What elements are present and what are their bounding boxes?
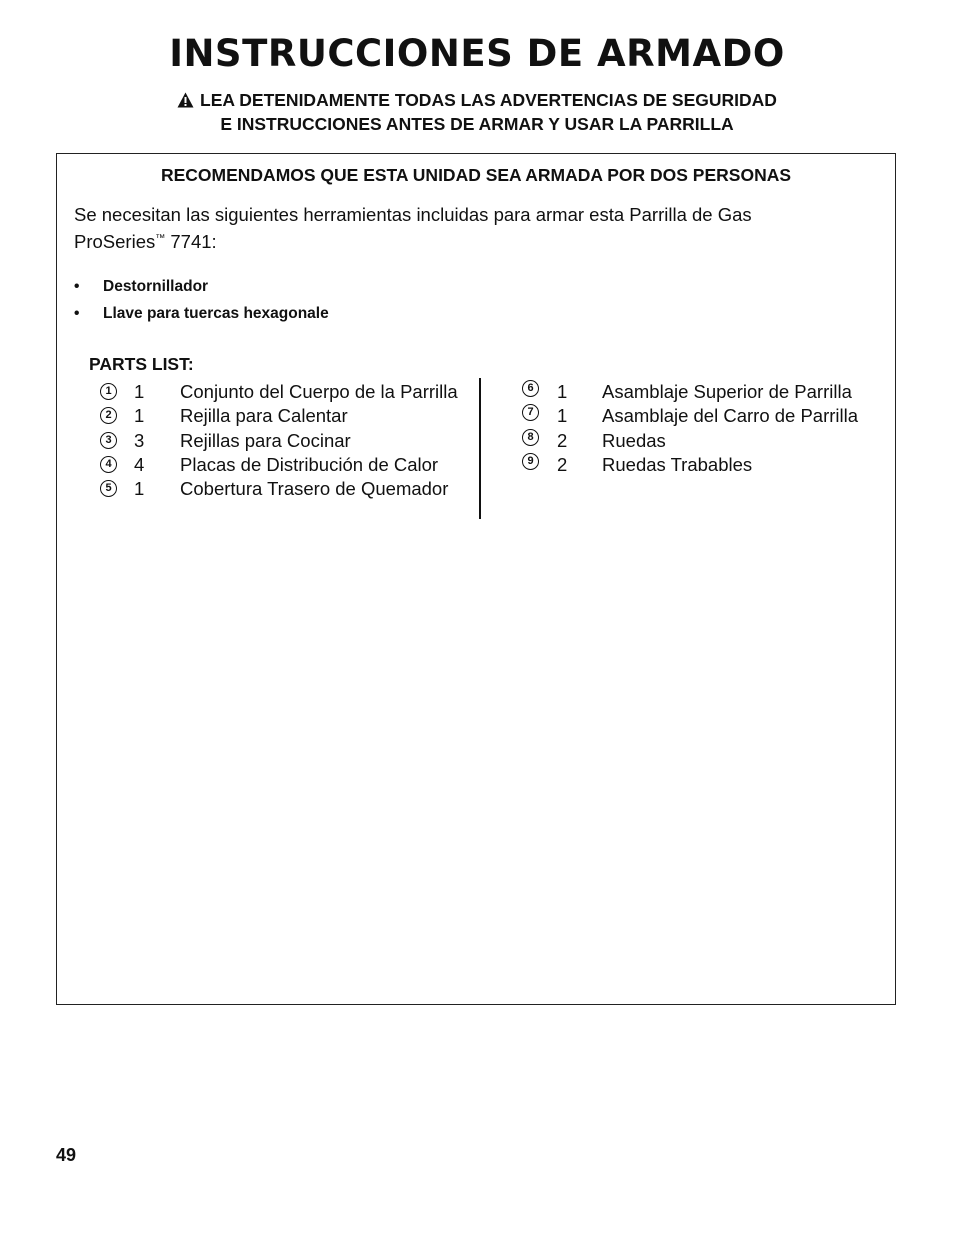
part-qty: 1 (134, 478, 145, 500)
part-desc: Rejillas para Cocinar (180, 429, 351, 451)
page-title: INSTRUCCIONES DE ARMADO (169, 32, 785, 75)
column-divider (479, 378, 481, 519)
trademark-symbol: ™ (155, 233, 166, 244)
bullet-icon: • (74, 278, 80, 295)
part-desc: Ruedas (602, 429, 666, 451)
part-desc: Rejilla para Calentar (180, 405, 348, 427)
warning-triangle-icon (177, 91, 194, 113)
part-desc: Ruedas Trabables (602, 453, 753, 475)
part-desc: Conjunto del Cuerpo de la Parrilla (180, 381, 458, 402)
list-item (74, 304, 329, 331)
intro-text: Se necesitan las siguientes herramientas incluidas para armar esta Parrilla de Gas ProSeries (74, 204, 752, 252)
part-number-badge: 1 (100, 383, 117, 400)
part-qty: 1 (557, 381, 568, 402)
part-number-badge: 6 (522, 380, 539, 397)
part-qty: 2 (557, 429, 568, 451)
safety-warning (0, 89, 954, 135)
part-number-badge: 4 (100, 456, 117, 473)
part-qty: 1 (134, 381, 145, 402)
part-qty: 1 (134, 405, 145, 427)
part-desc: Placas de Distribución de Calor (180, 453, 439, 475)
part-number-badge: 5 (100, 480, 117, 497)
page-number: 49 (56, 1145, 77, 1165)
part-desc: Asamblaje Superior de Parrilla (602, 381, 852, 402)
warning-text-2: E INSTRUCCIONES ANTES DE ARMAR Y USAR LA PARRILLA (220, 114, 734, 134)
list-item (74, 277, 329, 304)
part-qty: 1 (557, 405, 568, 427)
warning-line-1 (0, 89, 954, 113)
part-qty: 3 (134, 429, 145, 451)
tool-label: Llave para tuercas hexagonale (103, 305, 329, 322)
part-qty: 2 (557, 453, 568, 475)
assembly-info-box (56, 153, 896, 1005)
intro-model: 7741: (165, 231, 217, 252)
part-desc: Asamblaje del Carro de Parrilla (602, 405, 859, 427)
part-number-badge: 7 (522, 404, 539, 421)
parts-list-title: PARTS LIST: (89, 354, 194, 374)
tools-intro (74, 203, 834, 254)
part-qty: 4 (134, 453, 145, 475)
part-number-badge: 8 (522, 429, 539, 446)
tool-label: Destornillador (103, 278, 209, 295)
two-person-heading: RECOMENDAMOS QUE ESTA UNIDAD SEA ARMADA POR DOS PERSONAS (160, 165, 792, 185)
part-number-badge: 9 (522, 453, 539, 470)
part-desc: Cobertura Trasero de Quemador (180, 478, 449, 500)
part-number-badge: 2 (100, 407, 117, 424)
warning-text-1: LEA DETENIDAMENTE TODAS LAS ADVERTENCIAS DE SEGURIDAD (200, 90, 777, 110)
bullet-icon: • (74, 305, 80, 322)
part-number-badge: 3 (100, 432, 117, 449)
tools-list (74, 277, 329, 331)
